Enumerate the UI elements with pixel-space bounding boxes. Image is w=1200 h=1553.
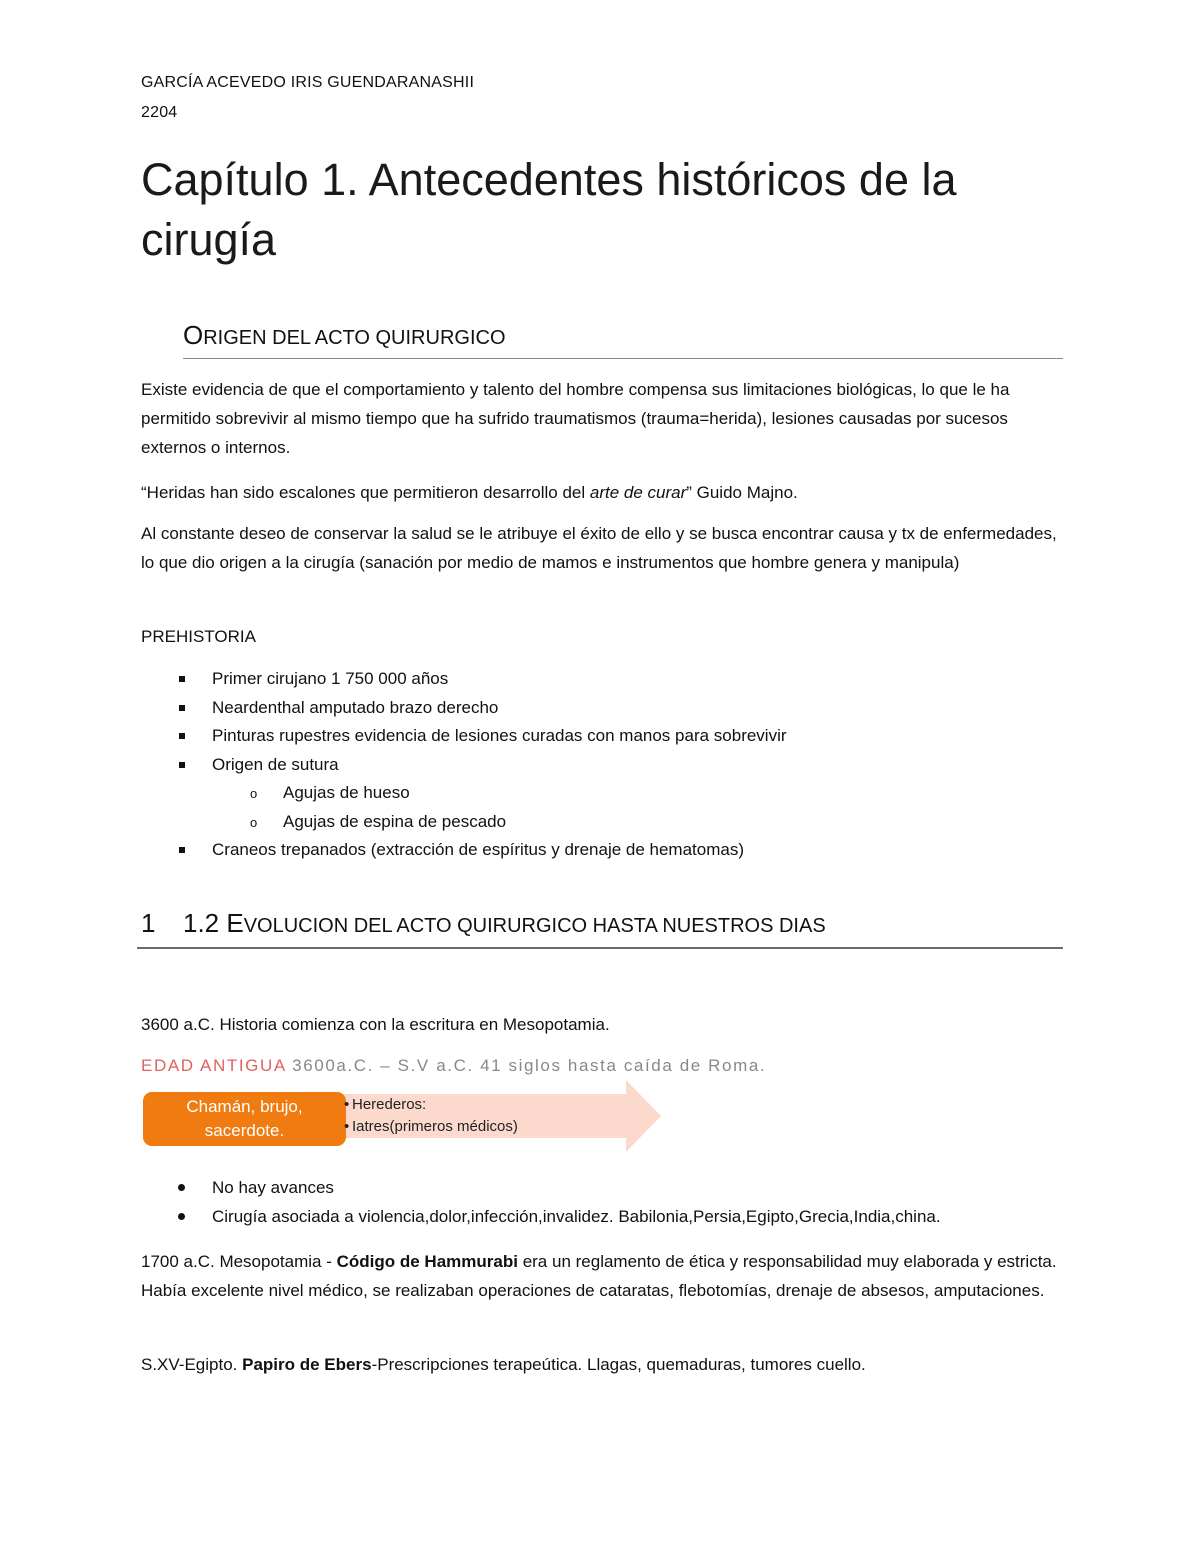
heading-rule <box>183 358 1063 359</box>
circle-bullet-icon: o <box>250 786 258 801</box>
paragraph-deseo: Al constante deseo de conservar la salud se le atribuye el éxito de ello y se busca encontrar causa y tx de enfermedades, lo que dio origen a la cirugía (sanación por medio de mamos e instrumentos que hombre genera y manipula) <box>141 524 1057 572</box>
heading-initial: O <box>183 320 204 350</box>
paragraph-hammurabi: 1700 a.C. Mesopotamia - Código de Hammurabi era un reglamento de ética y responsabilidad muy elaborada y estricta. Había excelente nivel médico, se realizaban operaciones de cataratas, flebotomías, drenaje de absesos, amputaciones. <box>141 1252 1057 1300</box>
square-bullet-icon <box>179 705 185 711</box>
quote-attribution: ” Guido Majno. <box>686 483 798 502</box>
edad-antigua-line <box>141 1056 766 1076</box>
list-item: Neardenthal amputado brazo derecho <box>212 694 1092 723</box>
ebers-bold: Papiro de Ebers <box>242 1355 372 1374</box>
heading-initial: E <box>226 908 244 938</box>
list-item: Craneos trepanados (extracción de espíritus y drenaje de hematomas) <box>212 836 1092 865</box>
arrow-item-iatres: • Iatres(primeros médicos) <box>344 1116 518 1138</box>
quote-text: “Heridas han sido escalones que permitieron desarrollo del <box>141 483 590 502</box>
paragraph-ebers: S.XV-Egipto. Papiro de Ebers-Prescripciones terapeútica. Llagas, quemaduras, tumores cuello. <box>141 1355 866 1374</box>
heading-rest: RIGEN DEL ACTO QUIRURGICO <box>203 327 506 349</box>
edad-antigua-range: 3600a.C. – S.V a.C. 41 siglos hasta caída de Roma. <box>285 1056 767 1075</box>
dot-bullet-icon <box>178 1213 185 1220</box>
square-bullet-icon <box>179 676 185 682</box>
sublist-item: o Agujas de espina de pescado <box>250 811 507 831</box>
arrow-item-herederos: • Herederos: <box>344 1094 518 1116</box>
dot-bullet-icon <box>178 1184 185 1191</box>
list-item: No hay avances <box>212 1174 1112 1203</box>
square-bullet-icon <box>179 733 185 739</box>
antigua-list <box>212 1174 1112 1231</box>
heading-number: 1 <box>141 908 156 938</box>
square-bullet-icon <box>179 762 185 768</box>
edad-antigua-tag: EDAD ANTIGUA <box>141 1056 286 1075</box>
paragraph-evidencia: Existe evidencia de que el comportamiento y talento del hombre compensa sus limitaciones biológicas, lo que le ha permitido sobrevivir al mismo tiempo que ha sufrido traumatismos (trauma=herida), lesiones causadas por sucesos externos o internos. <box>141 380 1010 457</box>
prehistoria-list <box>212 665 1092 865</box>
section-heading-origen <box>183 320 506 351</box>
chaman-box: Chamán, brujo, sacerdote. <box>143 1092 346 1146</box>
heading-rule <box>137 947 1063 949</box>
list-item: Cirugía asociada a violencia,dolor,infección,invalidez. Babilonia,Persia,Egipto,Grecia,India,china. <box>212 1203 1112 1232</box>
quote-italic: arte de curar <box>589 483 687 502</box>
author-name: GARCÍA ACEVEDO IRIS GUENDARANASHII <box>141 74 475 91</box>
heading-rest: VOLUCION DEL ACTO QUIRURGICO HASTA NUESTROS DIAS <box>243 915 826 937</box>
section-heading-evolucion <box>141 908 826 939</box>
arrow-list <box>344 1094 518 1138</box>
prehistoria-label: PREHISTORIA <box>141 627 256 646</box>
group-number: 2204 <box>141 104 178 121</box>
sutura-sublist <box>250 779 1092 836</box>
sublist-item: o Agujas de hueso <box>250 783 410 802</box>
chapter-title: Capítulo 1. Antecedentes históricos de la cirugía <box>141 154 957 265</box>
list-item: Origen de sutura <box>212 751 1092 780</box>
list-item: Pinturas rupestres evidencia de lesiones curadas con manos para sobrevivir <box>212 722 1092 751</box>
paragraph-mesopotamia: 3600 a.C. Historia comienza con la escritura en Mesopotamia. <box>141 1015 610 1034</box>
paragraph-quote <box>141 478 1071 507</box>
hammurabi-bold: Código de Hammurabi <box>336 1252 518 1271</box>
circle-bullet-icon: o <box>250 814 258 830</box>
list-item: Primer cirujano 1 750 000 años <box>212 665 1092 694</box>
heading-subnumber: 1.2 <box>183 908 227 938</box>
square-bullet-icon <box>179 847 185 853</box>
